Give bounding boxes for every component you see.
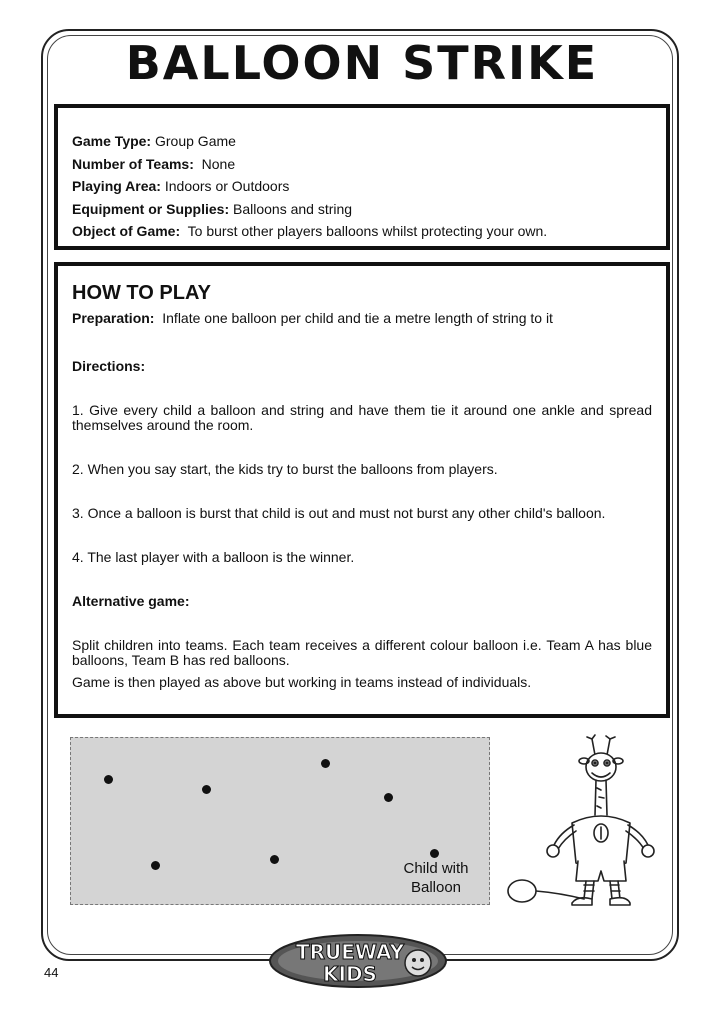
- preparation-value: Inflate one balloon per child and tie a metre length of string to it: [162, 310, 553, 326]
- game-type-label: Game Type:: [72, 133, 152, 149]
- number-of-teams-line: [72, 153, 652, 176]
- diagram-label-line-2: Balloon: [410, 879, 462, 896]
- preparation-label: Preparation:: [72, 310, 155, 326]
- child-dot: [384, 793, 393, 802]
- directions-heading-text: Directions:: [72, 358, 146, 374]
- trueway-kids-logo: [268, 925, 448, 991]
- child-dot: [104, 775, 113, 784]
- equipment-line: [72, 198, 652, 221]
- page-title: BALLOON STRIKE: [125, 36, 599, 90]
- playing-area-line: [72, 175, 652, 198]
- equipment-label: Equipment or Supplies:: [72, 200, 230, 217]
- logo-text-line-2: KIDS: [323, 962, 377, 986]
- area-value: Indoors or Outdoors: [164, 178, 290, 194]
- game-type-value: Group Game: [155, 133, 236, 149]
- child-dot: [321, 759, 330, 768]
- child-dot: [430, 849, 439, 858]
- how-to-play-box: [54, 262, 670, 718]
- game-type-line: [72, 130, 652, 153]
- alternative-text-1: Split children into teams. Each team receives a different colour balloon i.e. Team A has blue balloons, Team B has red balloons.: [72, 637, 652, 668]
- equipment-value: Balloons and string: [233, 200, 353, 217]
- alternative-heading-text: Alternative game:: [72, 593, 190, 609]
- alternative-text-2: Game is then played as above but working in teams instead of individuals.: [72, 674, 532, 690]
- direction-step-4: 4. The last player with a balloon is the winner.: [72, 549, 355, 565]
- page-number: 44: [44, 965, 59, 980]
- teams-value: None: [201, 155, 236, 172]
- direction-step-1: 1. Give every child a balloon and string and have them tie it around one ankle and spread themselves around the room.: [72, 402, 652, 433]
- diagram-label-line-1: Child with: [403, 860, 469, 877]
- logo-text-line-1: TRUEWAY: [295, 940, 405, 964]
- object-line: [72, 220, 652, 243]
- alternative-heading: [72, 594, 652, 609]
- child-dot: [151, 861, 160, 870]
- giraffe-illustration: [500, 733, 660, 913]
- how-to-play-heading: HOW TO PLAY: [72, 282, 211, 304]
- direction-step-2: 2. When you say start, the kids try to burst the balloons from players.: [72, 461, 498, 477]
- object-label: Object of Game:: [72, 223, 181, 239]
- child-dot: [270, 855, 279, 864]
- child-dot: [202, 785, 211, 794]
- object-value: To burst other players balloons whilst protecting your own.: [187, 223, 548, 239]
- playing-area-diagram: [70, 737, 490, 905]
- area-label: Playing Area:: [72, 178, 161, 194]
- game-info-box: [54, 104, 670, 250]
- teams-label: Number of Teams:: [72, 155, 194, 172]
- directions-heading: [72, 359, 652, 374]
- direction-step-3: 3. Once a balloon is burst that child is out and must not burst any other child's balloon.: [72, 505, 606, 521]
- diagram-label: [388, 859, 484, 897]
- preparation-paragraph: [72, 311, 652, 326]
